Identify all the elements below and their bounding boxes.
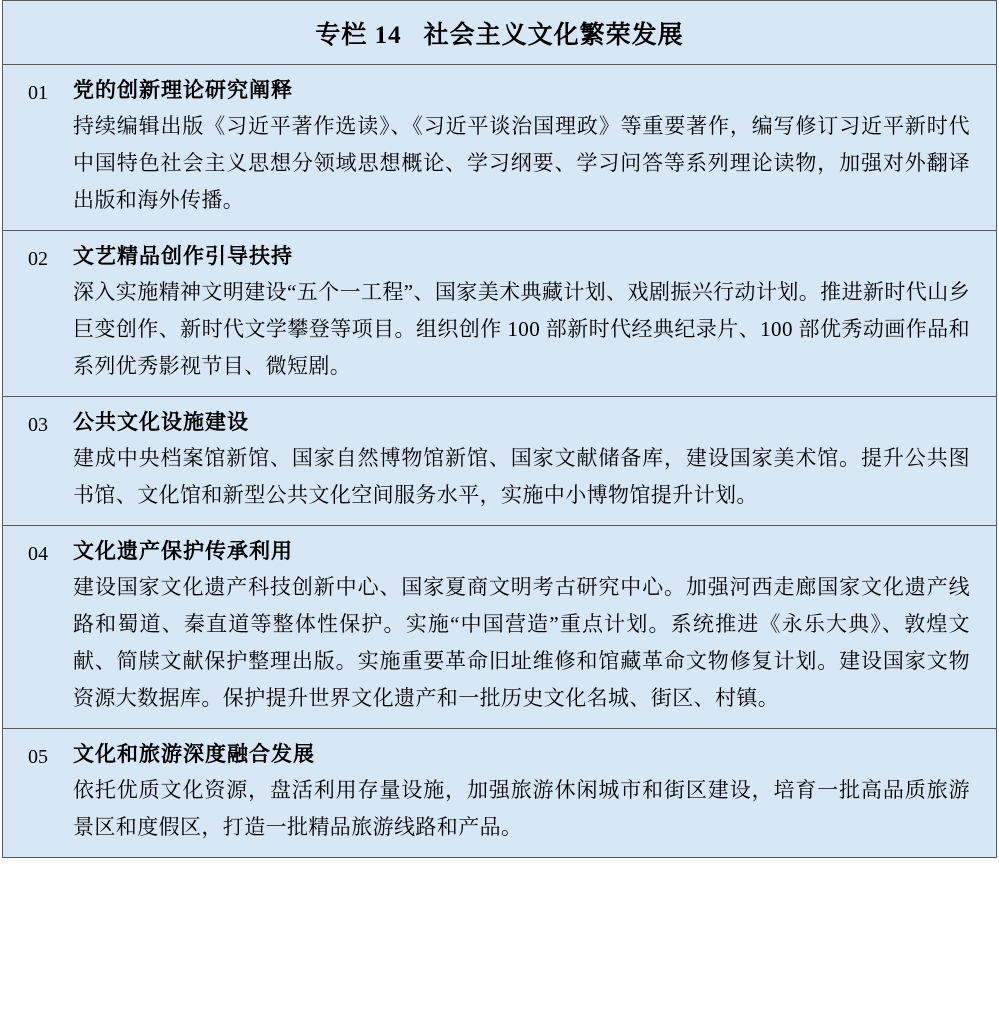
- item-text: 深入实施精神文明建设“五个一工程”、国家美术典藏计划、戏剧振兴行动计划。推进新时代山乡巨变创作、新时代文学攀登等项目。组织创作 100 部新时代经典纪录片、100 部优秀动画作品和系列优秀影视节目、微短剧。: [73, 280, 970, 378]
- item-number: 03: [28, 414, 48, 436]
- box-title-text: 社会主义文化繁荣发展: [423, 22, 684, 49]
- item-body: [73, 74, 996, 219]
- list-item: [3, 526, 996, 729]
- item-text: 建设国家文化遗产科技创新中心、国家夏商文明考古研究中心。加强河西走廊国家文化遗产线路和蜀道、秦直道等整体性保护。实施“中国营造”重点计划。系统推进《永乐大典》、敦煌文献、简牍文献保护整理出版。实施重要革命旧址维修和馆藏革命文物修复计划。建设国家文物资源大数据库。保护提升世界文化遗产和一批历史文化名城、街区、村镇。: [73, 575, 970, 710]
- item-body: [73, 240, 996, 385]
- list-item: [3, 231, 996, 397]
- feature-box: [2, 0, 997, 858]
- item-body: [73, 535, 996, 717]
- item-number: 04: [28, 543, 48, 565]
- item-number: 05: [28, 746, 48, 768]
- item-heading: 文化遗产保护传承利用: [73, 539, 293, 563]
- item-text: 持续编辑出版《习近平著作选读》、《习近平谈治国理政》等重要著作，编写修订习近平新时代中国特色社会主义思想分领域思想概论、学习纲要、学习问答等系列理论读物，加强对外翻译出版和海外传播。: [73, 114, 970, 212]
- item-heading: 公共文化设施建设: [73, 410, 249, 434]
- item-number: 02: [28, 248, 48, 270]
- item-body: [73, 406, 996, 514]
- item-heading: 党的创新理论研究阐释: [73, 78, 293, 102]
- item-body: [73, 738, 996, 846]
- list-item: [3, 65, 996, 231]
- box-title-label: 专栏 14: [315, 22, 402, 49]
- item-text: 建成中央档案馆新馆、国家自然博物馆新馆、国家文献储备库，建设国家美术馆。提升公共图书馆、文化馆和新型公共文化空间服务水平，实施中小博物馆提升计划。: [73, 446, 970, 507]
- item-list: [3, 65, 996, 857]
- item-text: 依托优质文化资源，盘活利用存量设施，加强旅游休闲城市和街区建设，培育一批高品质旅游景区和度假区，打造一批精品旅游线路和产品。: [73, 778, 970, 839]
- list-item: [3, 397, 996, 526]
- item-heading: 文化和旅游深度融合发展: [73, 742, 315, 766]
- item-number: 01: [28, 82, 48, 104]
- list-item: [3, 729, 996, 857]
- box-title: [3, 1, 996, 65]
- item-heading: 文艺精品创作引导扶持: [73, 244, 293, 268]
